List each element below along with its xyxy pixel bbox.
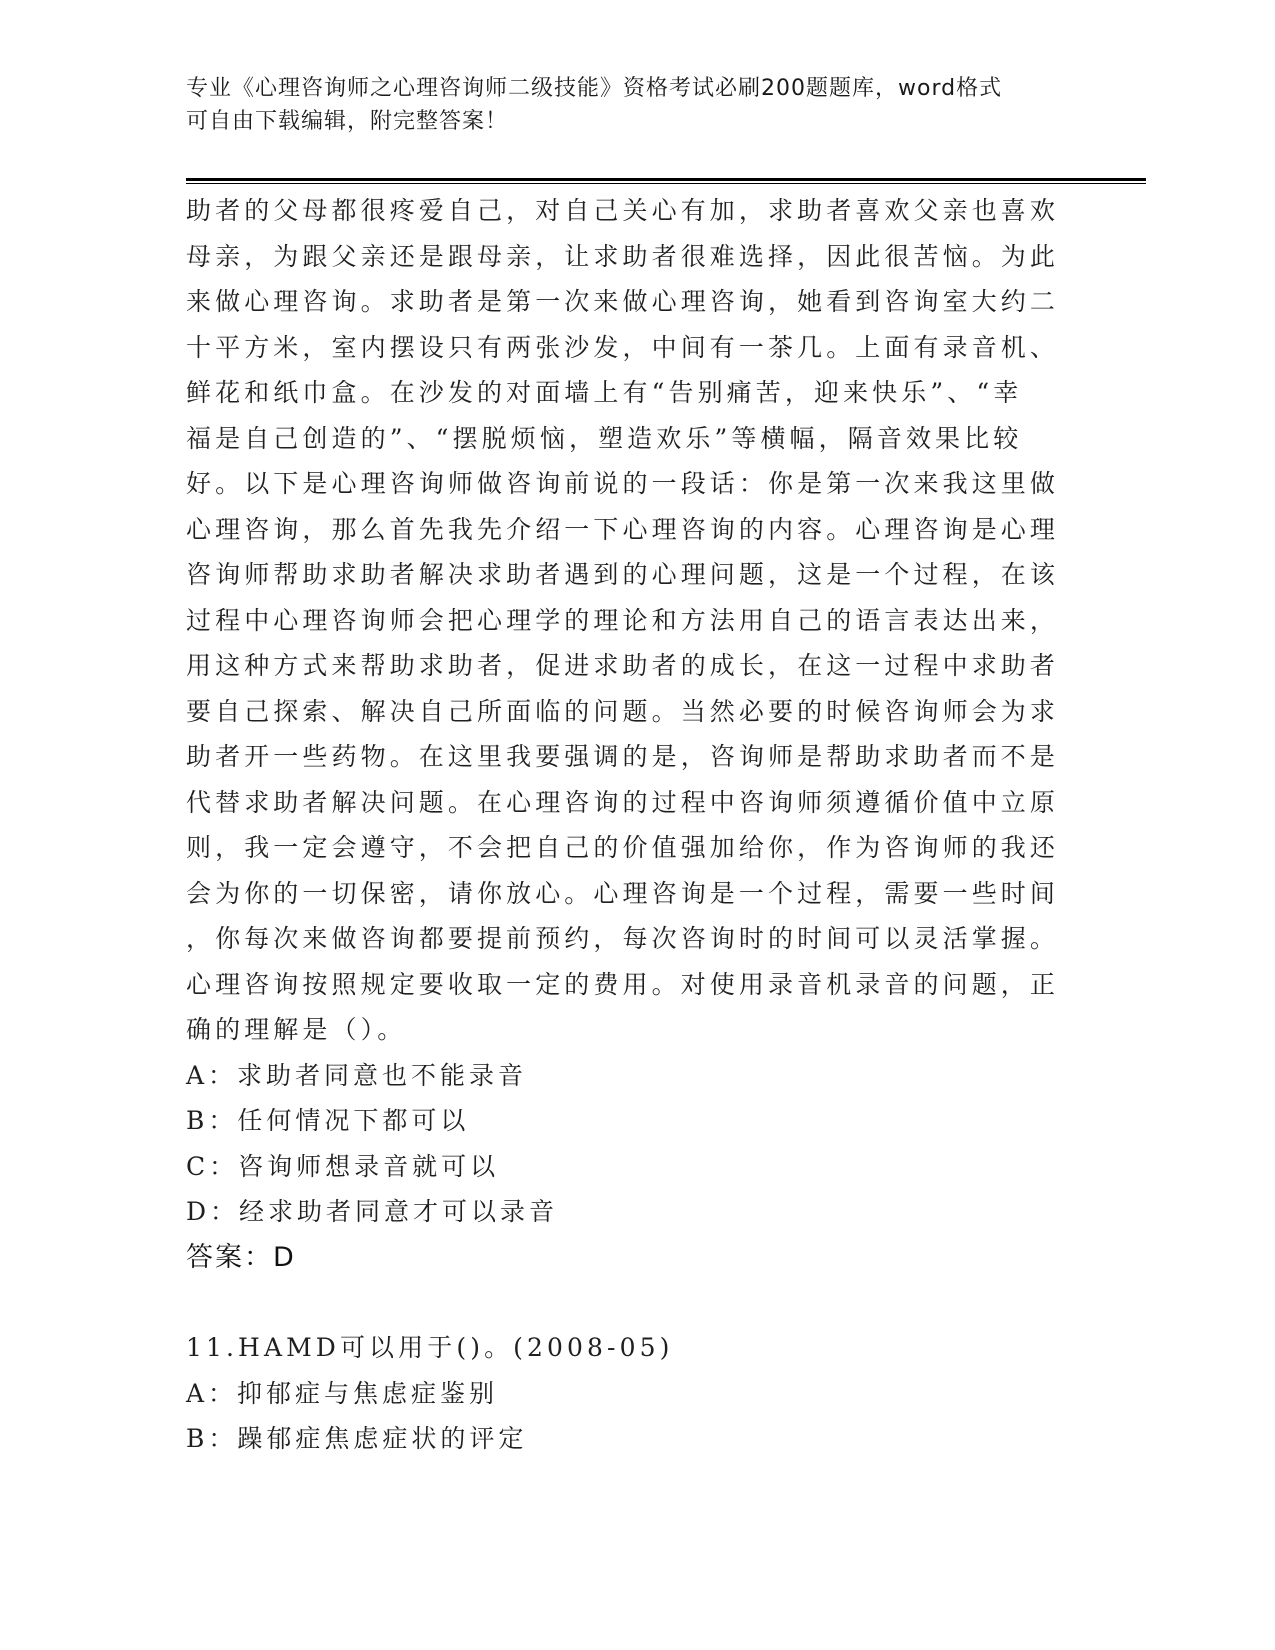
question-10-line: 心理咨询按照规定要收取一定的费用。对使用录音机录音的问题，正 [186,969,1060,999]
header-title-line-2: 可自由下载编辑，附完整答案！ [186,109,509,134]
question-11 [186,1325,1086,1462]
question-10-line: ，你每次来做咨询都要提前预约，每次咨询时的时间可以灵活掌握。 [186,924,1060,953]
question-11-option-a: A：抑郁症与焦虑症鉴别 [186,1378,499,1408]
question-10-line: 则，我一定会遵守，不会把自己的价值强加给你，作为咨询师的我还 [186,833,1060,862]
question-11-option-b: B：躁郁症焦虑症状的评定 [186,1424,528,1453]
question-10-line: 代替求助者解决问题。在心理咨询的过程中咨询师须遵循价值中立原 [186,787,1060,817]
header-rule-thin [186,183,1146,184]
question-10-line: 要自己探索、解决自己所面临的问题。当然必要的时候咨询师会为求 [186,696,1060,726]
question-10-line: 咨询师帮助求助者解决求助者遇到的心理问题，这是一个过程，在该 [186,560,1060,589]
question-10-line: 过程中心理咨询师会把心理学的理论和方法用自己的语言表达出来， [186,605,1060,635]
question-10-line: 心理咨询，那么首先我先介绍一下心理咨询的内容。心理咨询是心理 [186,514,1060,544]
question-10-line: 助者开一些药物。在这里我要强调的是，咨询师是帮助求助者而不是 [186,742,1060,771]
question-10-line: 确的理解是（）。 [186,1015,407,1044]
document-header [186,72,1086,138]
question-10-line: 母亲，为跟父亲还是跟母亲，让求助者很难选择，因此很苦恼。为此 [186,241,1060,271]
question-10-option-d: D：经求助者同意才可以录音 [186,1197,559,1226]
question-10-option-b: B：任何情况下都可以 [186,1106,470,1135]
header-title-line-1: 专业《心理咨询师之心理咨询师二级技能》资格考试必刷200题题库，word格式 [186,76,1003,101]
question-11-stem: 11.HAMD可以用于()。(2008-05) [186,1333,674,1362]
header-rule-thick [186,178,1146,181]
question-10-option-c: C：咨询师想录音就可以 [186,1151,500,1181]
question-10-line: 十平方米，室内摆设只有两张沙发，中间有一茶几。上面有录音机、 [186,332,1060,362]
question-10-option-a: A：求助者同意也不能录音 [186,1060,528,1090]
question-10-line: 好。以下是心理咨询师做咨询前说的一段话：你是第一次来我这里做 [186,469,1060,498]
question-10-answer: 答案：D [186,1241,296,1273]
question-10 [186,188,1086,1280]
question-10-line: 用这种方式来帮助求助者，促进求助者的成长，在这一过程中求助者 [186,651,1060,680]
question-10-line: 来做心理咨询。求助者是第一次来做心理咨询，她看到咨询室大约二 [186,287,1060,316]
question-10-line: 福是自己创造的”、“摆脱烦恼，塑造欢乐”等横幅，隔音效果比较 [186,423,1023,453]
question-spacer [186,1280,1086,1325]
question-10-line: 会为你的一切保密，请你放心。心理咨询是一个过程，需要一些时间 [186,878,1060,908]
question-10-line: 助者的父母都很疼爱自己，对自己关心有加，求助者喜欢父亲也喜欢 [186,196,1060,225]
document-body [186,188,1086,1462]
question-10-line: 鲜花和纸巾盒。在沙发的对面墙上有“告别痛苦，迎来快乐”、“幸 [186,378,1023,407]
